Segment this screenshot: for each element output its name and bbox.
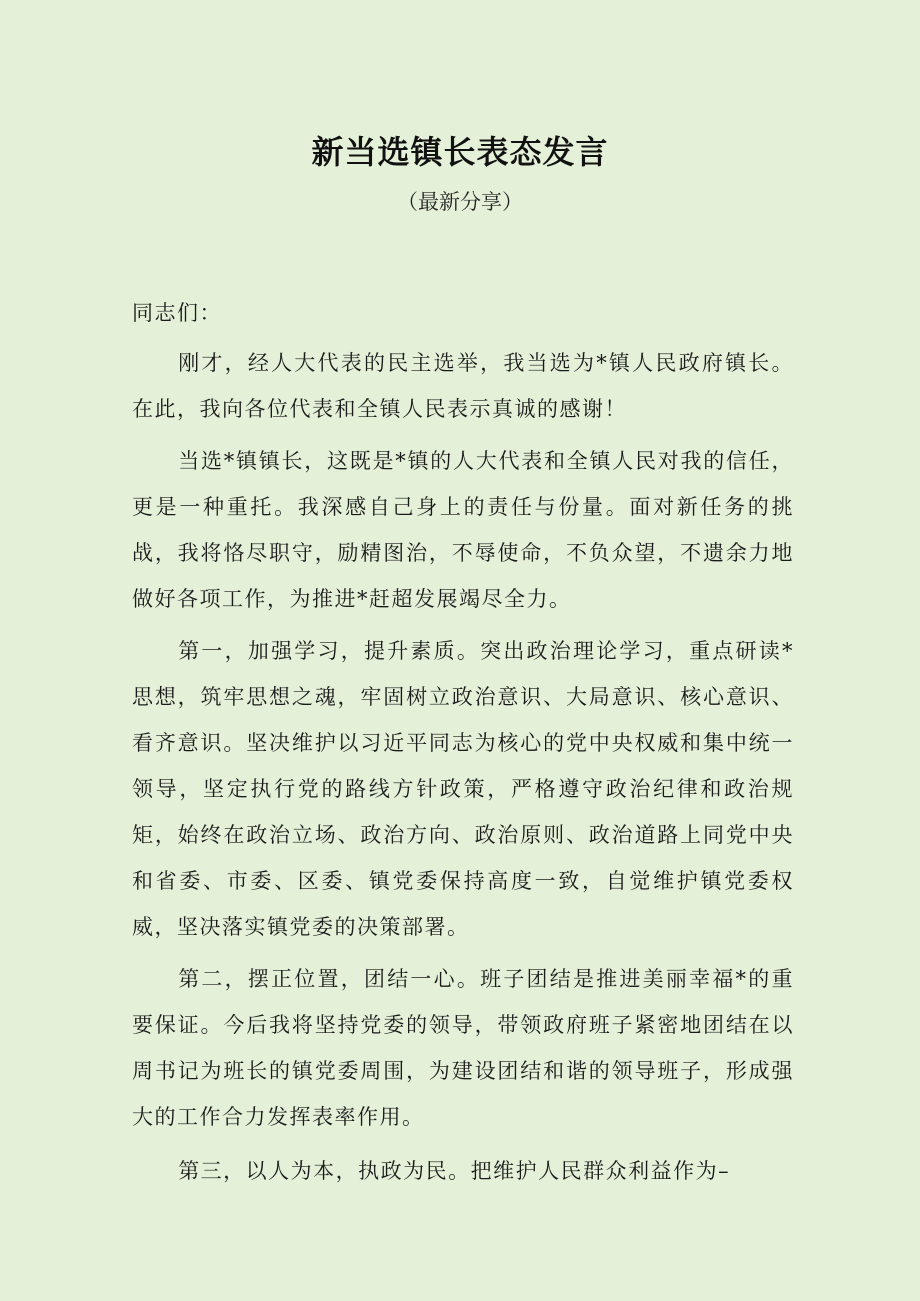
paragraph-first-point: 第一，加强学习，提升素质。突出政治理论学习，重点研读*思想，筑牢思想之魂，牢固树立政治意识、大局意识、核心意识、看齐意识。坚决维护以习近平同志为核心的党中央权威和集中统一领导，坚定执行党的路线方针政策，严格遵守政治纪律和政治规矩，始终在政治立场、政治方向、政治原则、政治道路上同党中央和省委、市委、区委、镇党委保持高度一致，自觉维护镇党委权威，坚决落实镇党委的决策部署。 [132, 639, 794, 939]
salutation: 同志们： [132, 301, 222, 325]
document-subtitle: （最新分享） [397, 190, 523, 214]
document-title: 新当选镇长表态发言 [311, 133, 609, 171]
paragraph-second-point: 第二，摆正位置，团结一心。班子团结是推进美丽幸福*的重要保证。今后我将坚持党委的领导，带领政府班子紧密地团结在以周书记为班长的镇党委周围，为建设团结和谐的领导班子，形成强大的工作合力发挥表率作用。 [132, 967, 794, 1129]
paragraph-commitment: 当选*镇镇长，这既是*镇的人大代表和全镇人民对我的信任，更是一种重托。我深感自己身上的责任与份量。面对新任务的挑战，我将恪尽职守，励精图治，不辱使命，不负众望，不遗余力地做好各项工作，为推进*赶超发展竭尽全力。 [132, 449, 794, 611]
document-body [132, 290, 794, 1200]
paragraph-thanks: 刚才，经人大代表的民主选举，我当选为*镇人民政府镇长。在此，我向各位代表和全镇人民表示真诚的感谢！ [132, 351, 794, 421]
paragraph-third-point: 第三，以人为本，执政为民。把维护人民群众利益作为– [178, 1159, 731, 1183]
